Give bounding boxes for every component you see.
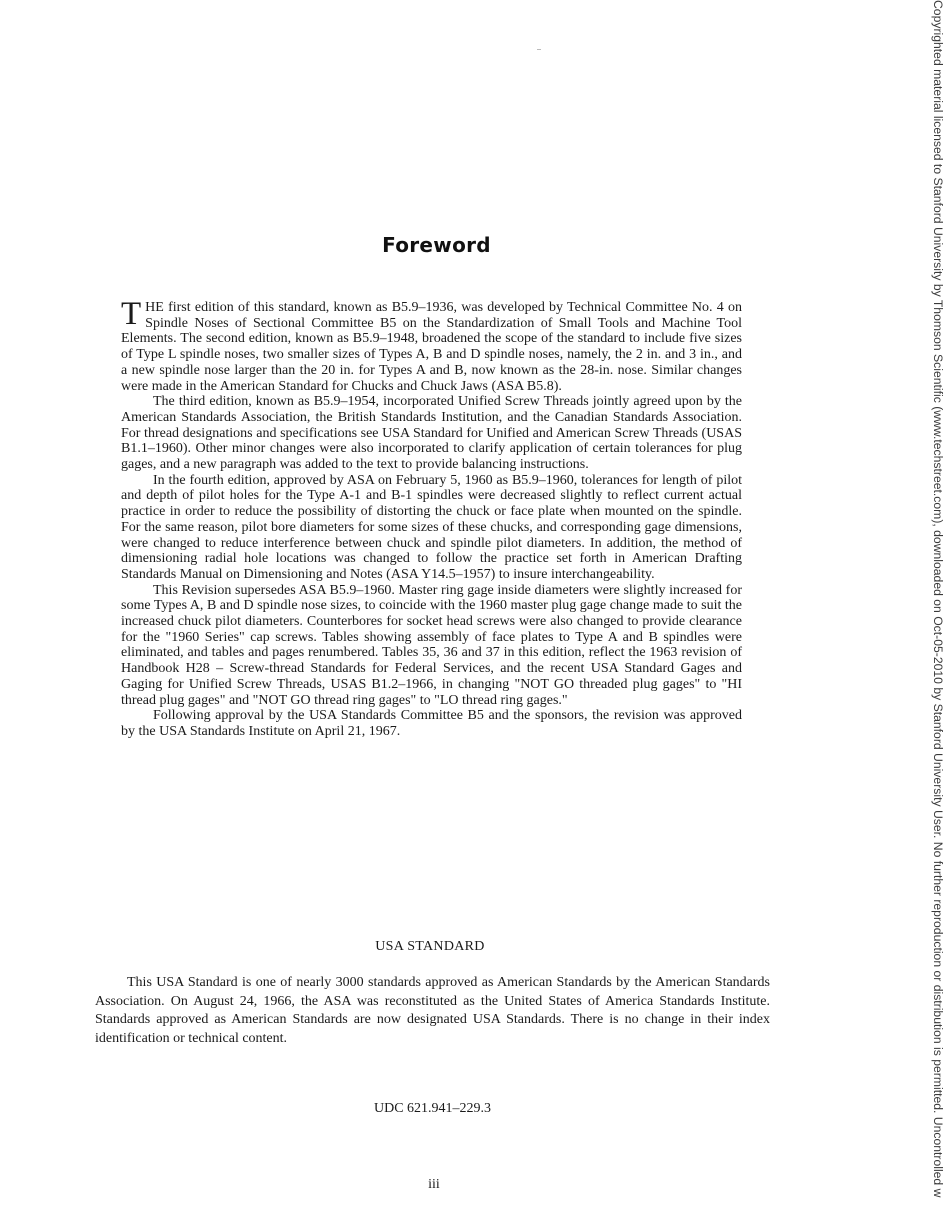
udc-classification: UDC 621.941–229.3 [373, 1101, 492, 1116]
usa-standard-paragraph: This USA Standard is one of nearly 3000 standards approved as American Standards by the American Standards Association. On August 24, 1966, the ASA was reconstituted as the United States of America Standards Institute. Standards approved as American Standards are now designated USA Standards. There is no change in their index identification or technical content. [95, 975, 770, 1046]
foreword-paragraph-2: The third edition, known as B5.9–1954, incorporated Unified Screw Threads jointly agreed upon by the American Standards Association, the British Standards Institution, and the Canadian Standards Association. For thread designations and specifications see USA Standard for Unified and American Screw Threads (USAS B1.1–1960). Other minor changes were also incorporated to clarify application of certain tolerances for plug gages, and a new paragraph was added to the text to provide balancing instructions. [121, 394, 742, 473]
foreword-paragraph-5: Following approval by the USA Standards Committee B5 and the sponsors, the revision was approved by the USA Standards Institute on April 21, 1967. [121, 708, 742, 739]
page-title: Foreword [382, 233, 491, 257]
page-number: iii [428, 1177, 440, 1192]
foreword-body [121, 296, 742, 740]
foreword-paragraph-3: In the fourth edition, approved by ASA on February 5, 1960 as B5.9–1960, tolerances for length of pilot and depth of pilot holes for the Type A-1 and B-1 spindles were decreased slightly to reflect current actual practice in order to reduce the possibility of distorting the chuck or face plate when mounted on the spindle. For the same reason, pilot bore diameters for some sizes of these chucks, and corresponding gage dimensions, were changed to reduce interference between chuck and spindle pilot diameters. In addition, the method of dimensioning radial hole locations was changed to follow the practice set forth in American Drafting Standards Manual on Dimensioning and Notes (ASA Y14.5–1957) to insure interchangeability. [121, 472, 742, 582]
copyright-notice: Copyrighted material licensed to Stanford University by Thomson Scientific (www.techstreet.com), downloaded on Oct-05-2010 by Stanford University User. No further reproduction or distribution is permitted. Uncontrolled w [931, 0, 945, 1198]
foreword-paragraph-1 [121, 296, 742, 394]
foreword-paragraph-4: This Revision supersedes ASA B5.9–1960. Master ring gage inside diameters were slightly increased for some Types A, B and D spindle nose sizes, to coincide with the 1960 master plug gage change made to suit the increased chuck pilot diameters. Counterbores for socket head screws were also changed to provide clearance for the "1960 Series" cap screws. Tables showing assembly of face plates to Type A and B spindles were eliminated, and tables and pages renumbered. Tables 35, 36 and 37 in this edition, reflect the 1963 revision of Handbook H28 – Screw-thread Standards for Federal Services, and the recent USA Standard Gages and Gaging for Unified Screw Threads, USAS B1.2–1966, in changing "NOT GO threaded plug gages" to "HI thread plug gages" and "NOT GO thread ring gages" to "LO thread ring gages." [121, 582, 742, 708]
foreword-paragraph-1-text: HE first edition of this standard, known as B5.9–1936, was developed by Technical Committee No. 4 on Spindle Noses of Sectional Committee B5 on the Standardization of Small Tools and Machine Tool Elements. The second edition, known as B5.9–1948, broadened the scope of the standard to include five sizes of Type L spindle noses, two smaller sizes of Types A, B and D spindle noses, namely, the 2 in. and 3 in., and a new spindle nose larger than the 20 in. for Types A and B, now known as the 28-in. nose. Similar changes were made in the American Standard for Chucks and Chuck Jaws (ASA B5.8). [121, 300, 742, 394]
copyright-sidebar [928, 0, 950, 1230]
drop-cap: T [121, 296, 142, 332]
usa-standard-heading: USA STANDARD [375, 939, 485, 954]
scan-speck [537, 49, 541, 50]
